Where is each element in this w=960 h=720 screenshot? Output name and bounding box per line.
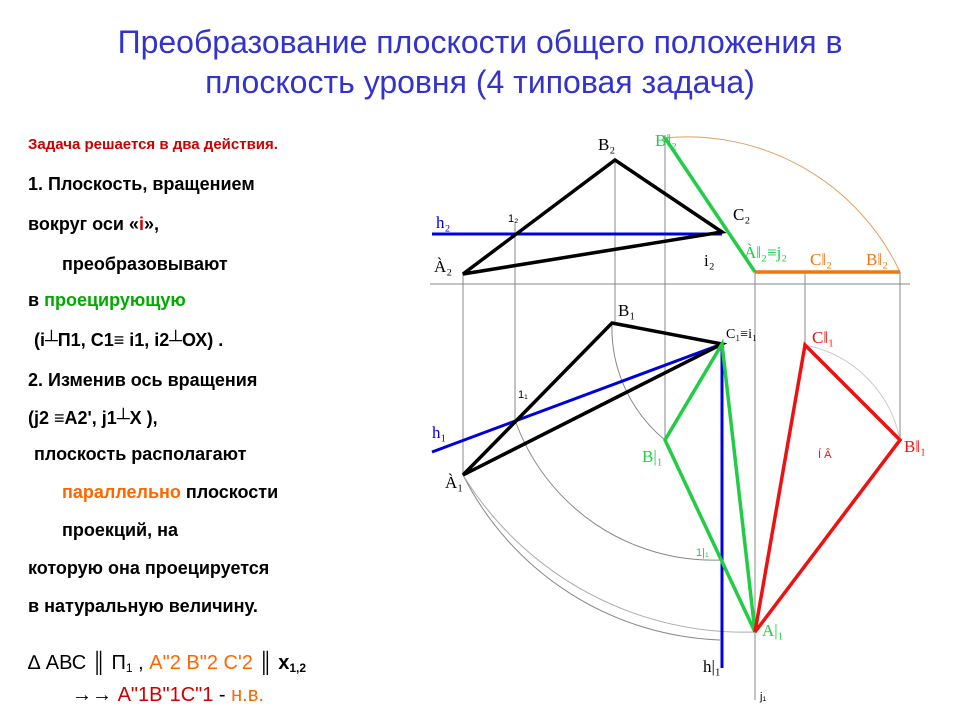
formula1-comma: ,: [132, 652, 144, 674]
parallel-word: параллельно: [62, 482, 181, 502]
rotation-arc-a1: [463, 475, 755, 632]
label-a1p: A|₁: [762, 621, 784, 640]
title-line-1: Преобразование плоскости общего положения в: [117, 24, 843, 60]
formula2-orange: н.в.: [231, 684, 264, 706]
construction-lines: [430, 135, 910, 700]
step1-d-pre: в: [28, 290, 45, 310]
step2-line-f: которую она проецируется: [28, 558, 270, 578]
label-j1: j₁: [760, 691, 767, 703]
formula2-red: А"1В"1С"1: [117, 684, 214, 706]
triangle-front-view: [463, 160, 722, 274]
step2-line-g: в натуральную величину.: [28, 596, 258, 616]
step2-line-a: 2. Изменив ось вращения: [28, 370, 258, 390]
label-b1: B₁: [618, 301, 636, 320]
label-11p: 1|₁: [696, 547, 709, 559]
projecting-word: проецирующую: [44, 290, 186, 310]
red-triangle: [755, 345, 900, 632]
green-triangle-top: [665, 344, 755, 632]
label-i2: i₂: [704, 251, 715, 270]
label-c2pp: C‖₂: [810, 250, 833, 269]
step1-line-e: (i┴П1, С1≡ i1, i2┴ОХ) .: [34, 330, 224, 350]
formula1-orange: А"2 В"2 С'2: [143, 652, 253, 674]
label-a2j2: À‖₂≡j₂: [744, 243, 788, 262]
task-heading: Задача решается в два действия.: [28, 136, 278, 153]
label-h2: h₂: [436, 213, 451, 232]
triangle-top-view: [463, 323, 722, 475]
step2-line-c: плоскость располагают: [34, 444, 247, 464]
label-c2: C₂: [733, 205, 751, 224]
formula1-post: ║ х: [252, 652, 290, 674]
label-c1pp: C‖₁: [812, 328, 835, 347]
label-b2: B₂: [598, 135, 616, 154]
label-h1p: h|₁: [703, 657, 721, 676]
label-11: 1₁: [518, 389, 528, 401]
label-b1p: B|₁: [642, 447, 663, 466]
step1-b-post: »,: [143, 214, 159, 234]
axis-i: i: [138, 214, 144, 234]
title-line-2: плоскость уровня (4 типовая задача): [205, 64, 755, 100]
step2-d-post: плоскости: [180, 482, 279, 502]
step2-line-b: (j2 ≡А2', j1┴X ),: [28, 408, 158, 428]
label-a2: À₂: [434, 257, 453, 276]
label-b2pp: B‖₂: [655, 131, 678, 150]
step2-line-e: проекций, на: [62, 520, 178, 540]
formula1-sub: 1: [125, 661, 133, 675]
label-12: 1₂: [508, 213, 519, 225]
formula2-pre: →→: [72, 684, 118, 706]
label-b1pp: B‖₁: [904, 437, 927, 456]
label-c1i1: C₁≡i₁: [726, 327, 757, 342]
step1-b-pre: вокруг оси «: [28, 214, 139, 234]
label-h1: h₁: [432, 423, 447, 442]
step1-line-a: 1. Плоскость, вращением: [28, 174, 255, 194]
formula2-dash: -: [213, 684, 232, 706]
label-b2pp2: B‖₂: [866, 250, 889, 269]
formula1-pre: ∆ АВС ║ П: [28, 652, 126, 674]
formula1-sub2: 1,2: [289, 661, 307, 675]
step1-line-c: преобразовывают: [62, 254, 228, 274]
label-a1: À₁: [445, 473, 464, 492]
label-ia: Í Â: [818, 449, 832, 461]
